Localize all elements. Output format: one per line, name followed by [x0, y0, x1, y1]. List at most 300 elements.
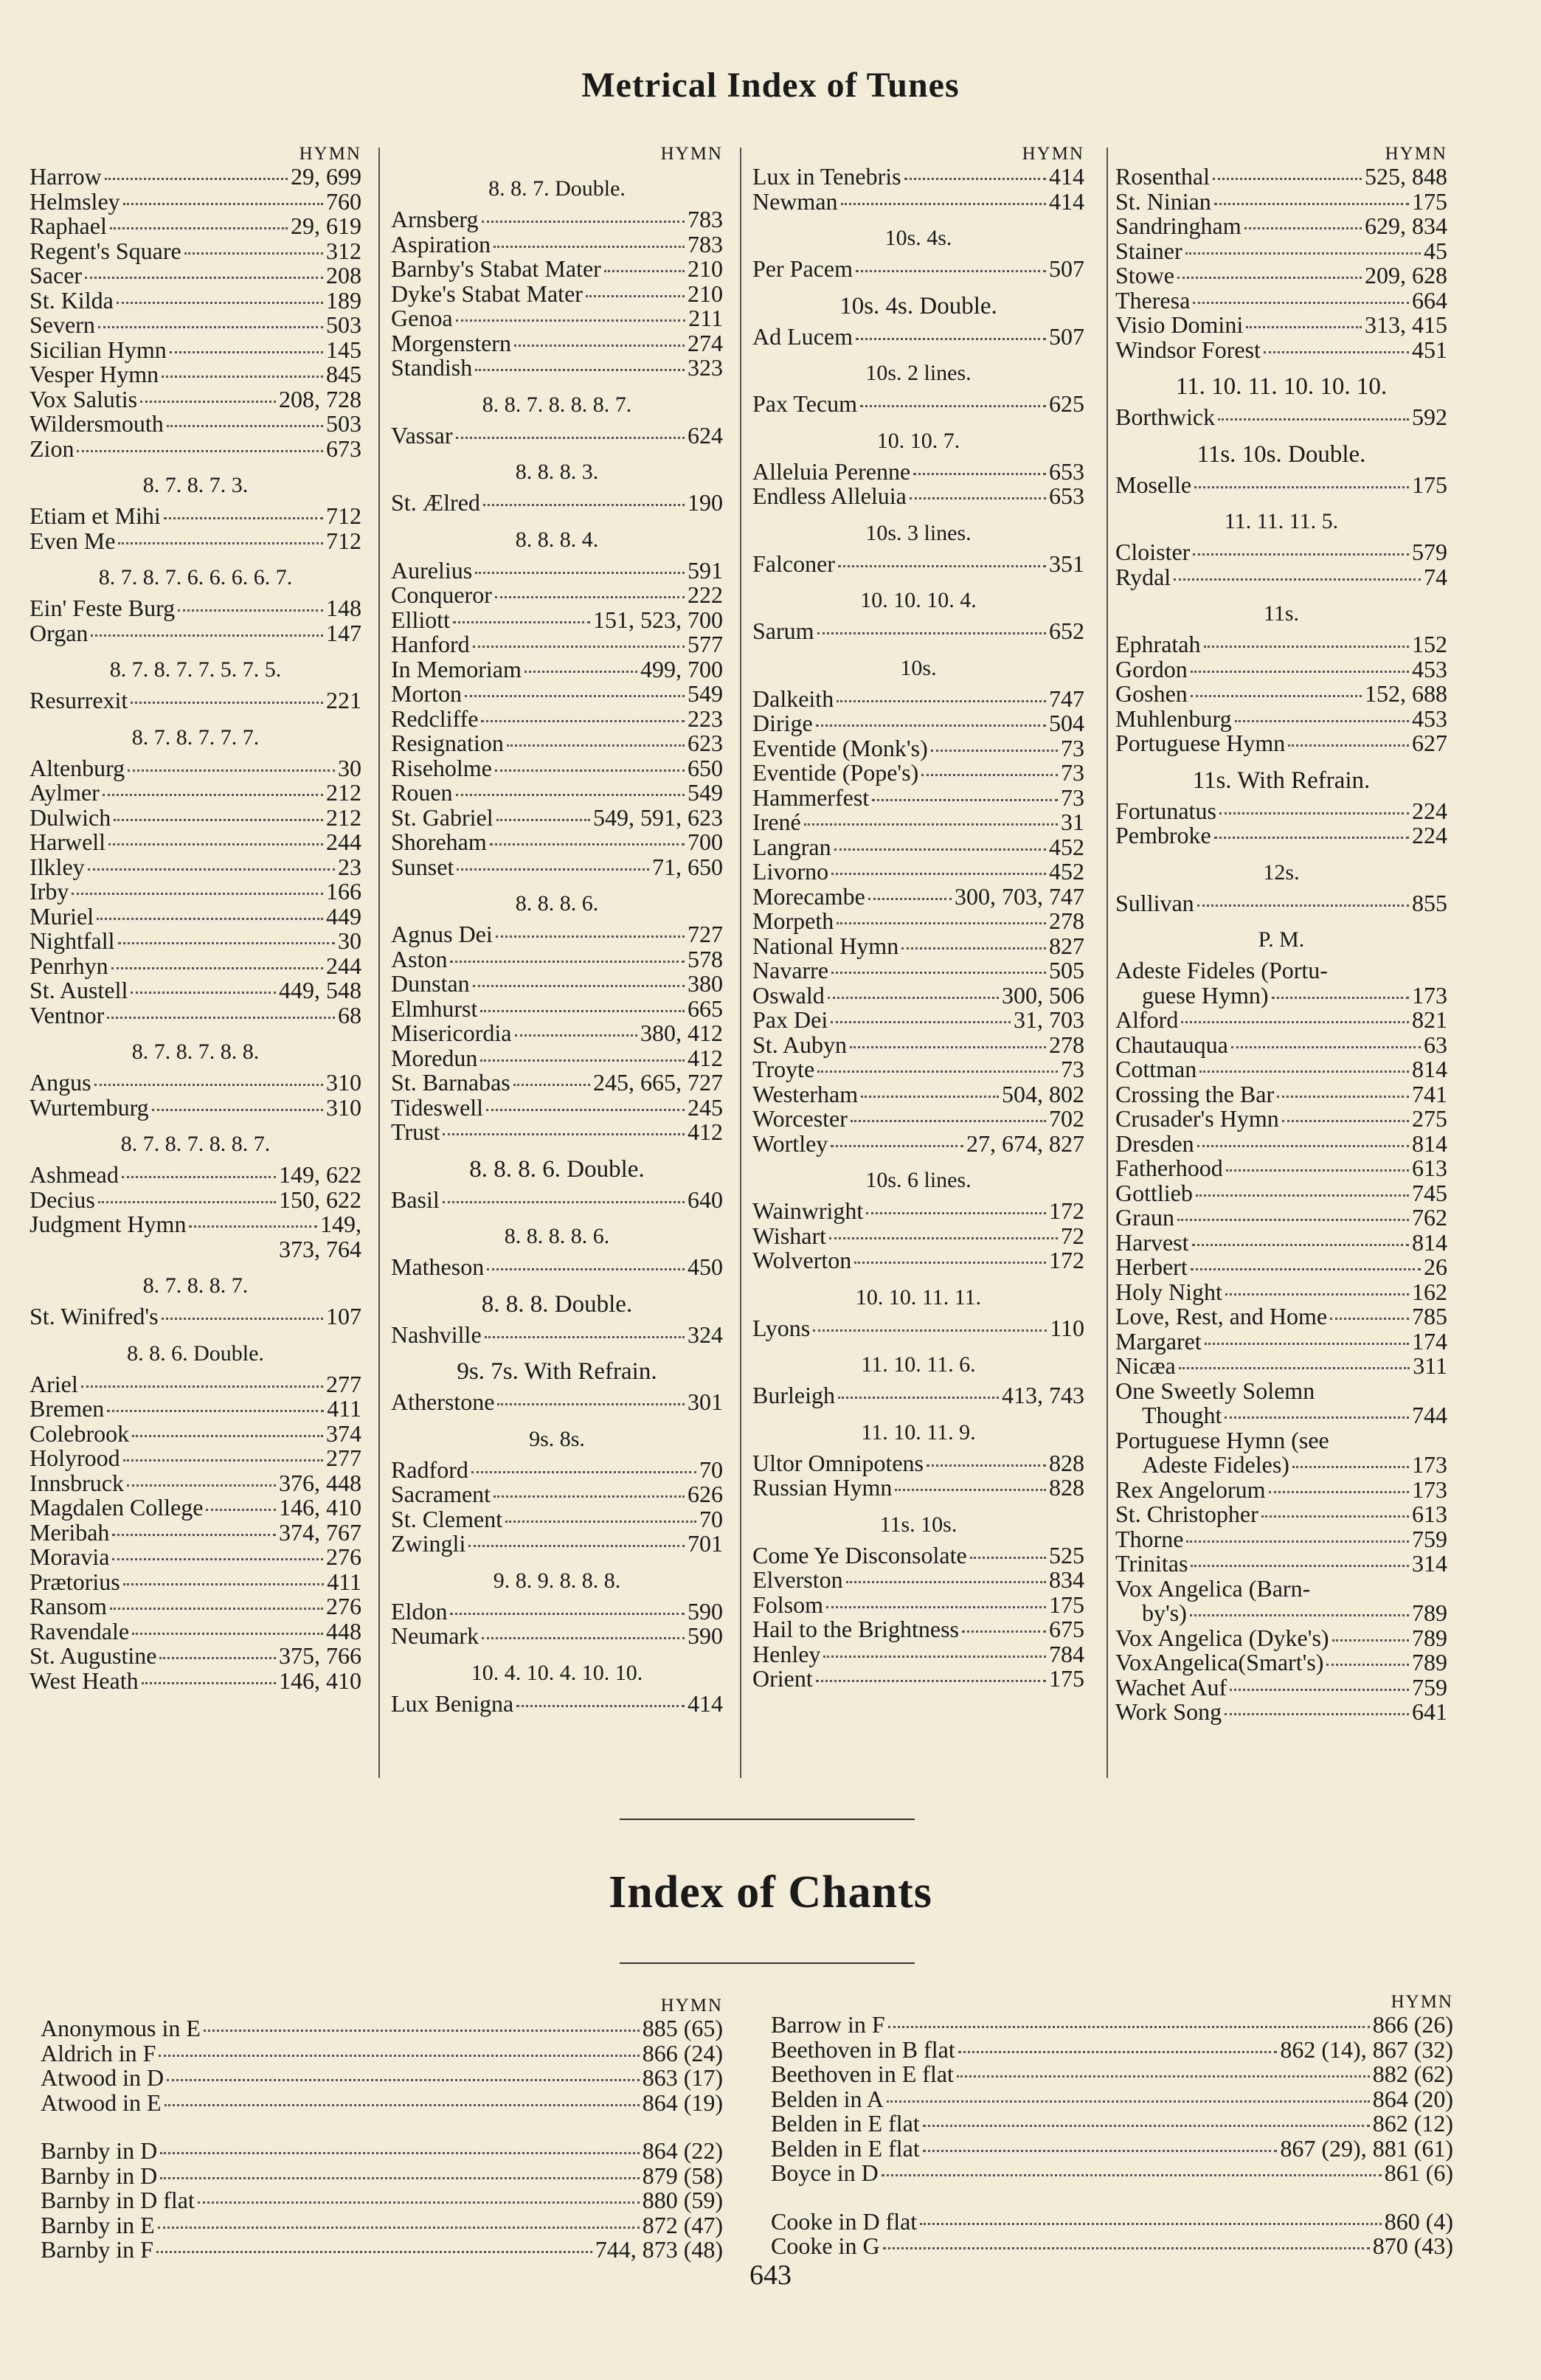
- index-entry: [1115, 214, 1447, 239]
- dot-leader: [1225, 1713, 1409, 1715]
- index-entry: [1115, 540, 1447, 565]
- dot-leader: [457, 868, 649, 871]
- chants-column-2: [771, 1992, 1453, 2283]
- index-entry: [1115, 288, 1447, 314]
- dot-leader: [114, 819, 323, 821]
- dot-leader: [465, 695, 685, 697]
- tune-name: Barnby in D: [41, 2162, 158, 2189]
- dot-leader: [895, 1489, 1046, 1491]
- hymn-number: 173: [1412, 1451, 1447, 1478]
- hymn-number: 376, 448: [279, 1469, 361, 1496]
- dot-leader: [453, 621, 590, 623]
- index-entry: [752, 257, 1084, 282]
- tune-name: Sullivan: [1115, 889, 1194, 916]
- hymn-number: 68: [338, 1001, 361, 1028]
- index-entry: [1115, 1107, 1447, 1132]
- index-entry: [1115, 263, 1447, 288]
- tune-name: Sandringham: [1115, 212, 1242, 239]
- tune-name: Chautauqua: [1115, 1031, 1228, 1058]
- tune-name: Resignation: [391, 730, 504, 756]
- tune-name: by's): [1142, 1599, 1187, 1626]
- index-entry: [1115, 682, 1447, 707]
- tune-name: Come Ye Disconsolate: [752, 1541, 967, 1568]
- index-entry: [752, 835, 1084, 860]
- hymn-number: 212: [326, 779, 361, 806]
- index-entry: [30, 688, 361, 713]
- index-entry: [391, 756, 723, 781]
- index-entry: [30, 1070, 361, 1096]
- dot-leader: [1226, 1169, 1409, 1172]
- dot-leader: [77, 450, 323, 452]
- hymn-number: 789: [1412, 1624, 1447, 1651]
- hymn-number: 507: [1049, 255, 1084, 282]
- dot-leader: [494, 1495, 685, 1498]
- index-entry: [771, 2035, 1453, 2063]
- dot-leader: [105, 178, 288, 180]
- dot-leader: [1190, 1614, 1409, 1616]
- dot-leader: [828, 997, 999, 999]
- column-divider: [378, 148, 380, 1778]
- dot-leader: [854, 1262, 1046, 1264]
- tune-name: Trinitas: [1115, 1550, 1188, 1577]
- index-entry: [30, 504, 361, 529]
- hymn-number: 413, 743: [1002, 1382, 1084, 1408]
- index-entry: [30, 165, 361, 190]
- dot-leader: [486, 1109, 685, 1111]
- hymn-number: 30: [338, 927, 361, 954]
- meter-heading: 10s. 6 lines.: [865, 1168, 972, 1192]
- dot-leader: [586, 295, 685, 297]
- index-entry: [752, 761, 1084, 786]
- tune-name: Endless Alleluia: [752, 482, 907, 509]
- dot-leader: [482, 1637, 685, 1639]
- tune-name: In Memoriam: [391, 655, 522, 682]
- tune-name: Judgment Hymn: [30, 1211, 187, 1237]
- tune-name: Adeste Fideles (Portu-: [1115, 957, 1328, 983]
- tune-name: Eventide (Monk's): [752, 734, 928, 761]
- index-entry: [752, 983, 1084, 1009]
- tune-name: St. Aubyn: [752, 1031, 848, 1058]
- tune-name: St. Ælred: [391, 489, 480, 516]
- index-entry: [752, 1568, 1084, 1593]
- dot-leader: [834, 848, 1046, 851]
- hymn-number: 789: [1412, 1649, 1447, 1675]
- tune-name: Aston: [391, 945, 448, 972]
- dot-leader: [1204, 646, 1410, 648]
- hymn-number: 653: [1049, 457, 1084, 485]
- dot-leader: [887, 2100, 1370, 2103]
- tune-name: Conqueror: [391, 581, 492, 608]
- tune-name: Raphael: [30, 212, 107, 239]
- tune-name: Russian Hymn: [752, 1474, 893, 1501]
- dot-leader: [107, 1017, 335, 1019]
- index-entry: [752, 1617, 1084, 1642]
- dot-leader: [495, 596, 685, 598]
- hymn-number: 864 (19): [642, 2089, 723, 2116]
- hymn-number: 45: [1424, 237, 1447, 264]
- dot-leader: [490, 843, 685, 845]
- tune-name: Crusader's Hymn: [1115, 1105, 1279, 1132]
- meter-heading: 8. 8. 8. 3.: [515, 460, 599, 484]
- hymn-number: 450: [688, 1253, 723, 1280]
- index-entry: [771, 2062, 1453, 2087]
- hymn-number: 866 (24): [642, 2039, 723, 2066]
- tune-name: Sarum: [752, 618, 814, 644]
- tune-name: Anonymous in E: [41, 2015, 201, 2041]
- hymn-number: 814: [1412, 1228, 1447, 1256]
- dot-leader: [1272, 997, 1409, 999]
- index-entry: [30, 1446, 361, 1471]
- hymn-number: 146, 410: [279, 1667, 361, 1694]
- dot-leader: [524, 671, 637, 673]
- dot-leader: [1282, 1120, 1409, 1122]
- tune-name: Meribah: [30, 1518, 110, 1546]
- tune-name: Atwood in E: [41, 2089, 162, 2116]
- dot-leader: [1197, 1145, 1409, 1147]
- meter-heading: 8. 8. 7. Double.: [488, 176, 626, 201]
- tune-name: Eldon: [391, 1597, 448, 1625]
- index-entry-continued: [1115, 958, 1447, 983]
- dot-leader: [110, 1608, 323, 1610]
- hymn-number: 373, 764: [279, 1235, 361, 1262]
- index-entry: [391, 207, 723, 232]
- metrical-index-title: Metrical Index of Tunes: [581, 66, 960, 105]
- tune-name: Windsor Forest: [1115, 336, 1261, 363]
- hymn-number: 783: [688, 206, 723, 232]
- tune-name: Muriel: [30, 902, 94, 930]
- hymn-number: 274: [688, 329, 723, 356]
- index-entry: [30, 1594, 361, 1619]
- tune-name: Livorno: [752, 858, 829, 885]
- dot-leader: [604, 270, 685, 272]
- dot-leader: [140, 401, 276, 403]
- dot-leader: [1231, 1046, 1421, 1048]
- hymn-number: 449: [326, 902, 361, 930]
- meter-heading: 8. 7. 8. 8. 7.: [142, 1273, 249, 1298]
- tune-name: Worcester: [752, 1105, 848, 1132]
- index-entry: [752, 1107, 1084, 1132]
- dot-leader: [837, 922, 1046, 924]
- tune-name: National Hymn: [752, 932, 899, 959]
- dot-leader: [1330, 1318, 1409, 1320]
- hymn-number: 175: [1412, 471, 1447, 498]
- tune-name: Atherstone: [391, 1388, 495, 1415]
- tune-name: Thought: [1142, 1402, 1222, 1428]
- tune-name: Rouen: [391, 779, 453, 806]
- tune-name: Gordon: [1115, 655, 1188, 682]
- hymn-number: 504, 802: [1002, 1080, 1084, 1107]
- dot-leader: [485, 1336, 685, 1338]
- dot-leader: [856, 338, 1046, 340]
- tune-name: Pax Tecum: [752, 390, 858, 417]
- index-entry: [391, 830, 723, 855]
- index-entry: [391, 657, 723, 682]
- hymn-number: 863 (17): [642, 2064, 723, 2091]
- tune-name: Ashmead: [30, 1161, 119, 1188]
- dot-leader: [142, 1682, 276, 1684]
- hymn-number: 744: [1412, 1402, 1447, 1428]
- hymn-number: 759: [1412, 1525, 1447, 1552]
- dot-leader: [204, 2030, 640, 2032]
- index-entry: [1115, 1255, 1447, 1280]
- hymn-number: 23: [338, 853, 361, 880]
- dot-leader: [495, 769, 685, 772]
- dot-leader: [837, 700, 1046, 702]
- hymn-number: 821: [1412, 1006, 1447, 1033]
- tune-name: Elliott: [391, 606, 450, 633]
- index-entry: [391, 491, 723, 516]
- tune-name: Harvest: [1115, 1228, 1189, 1256]
- dot-leader: [473, 985, 685, 987]
- hymn-number: 73: [1061, 759, 1084, 786]
- dot-leader: [112, 1534, 276, 1536]
- hymn-number: 72: [1061, 1222, 1084, 1249]
- meter-heading: 10s. 2 lines.: [865, 361, 972, 385]
- hymn-number: 762: [1412, 1204, 1447, 1231]
- index-entry: [30, 263, 361, 288]
- dot-leader: [160, 2152, 639, 2154]
- tune-name: Dresden: [1115, 1130, 1194, 1157]
- index-entry: [391, 1390, 723, 1415]
- hymn-number: 172: [1049, 1197, 1084, 1224]
- dot-leader: [1219, 812, 1409, 814]
- dot-leader: [1205, 1343, 1409, 1345]
- hymn-number: 29, 619: [291, 212, 361, 239]
- tune-name: St. Christopher: [1115, 1501, 1258, 1527]
- hymn-number: 879 (58): [642, 2162, 723, 2189]
- index-entry: [391, 731, 723, 756]
- index-entry: [1115, 1502, 1447, 1527]
- meter-heading: 8. 7. 8. 7. 8. 8. 7.: [120, 1132, 271, 1156]
- tune-name: Neumark: [391, 1622, 479, 1649]
- index-entry: [1115, 1527, 1447, 1552]
- index-entry: [752, 457, 1084, 485]
- index-entry: [30, 1304, 361, 1329]
- dot-leader: [152, 1109, 323, 1111]
- tune-name: Innsbruck: [30, 1469, 124, 1496]
- tune-name: Irby: [30, 878, 69, 904]
- dot-leader: [888, 2026, 1370, 2028]
- dot-leader: [107, 1410, 324, 1412]
- index-entry: [1115, 165, 1447, 190]
- dot-leader: [118, 542, 323, 544]
- dot-leader: [473, 646, 685, 648]
- tune-name: Dunstan: [391, 970, 470, 997]
- hymn-number: 785: [1412, 1303, 1447, 1329]
- tune-name: Moredun: [391, 1044, 478, 1071]
- tune-name: Fatherhood: [1115, 1155, 1223, 1181]
- tune-name: Alleluia Perenne: [752, 457, 911, 485]
- index-entry: [1115, 1478, 1447, 1503]
- hymn-number: 860 (4): [1384, 2207, 1453, 2235]
- dot-leader: [178, 609, 323, 612]
- dot-leader: [118, 942, 335, 944]
- dot-leader: [923, 2150, 1278, 2152]
- dot-leader: [1191, 1268, 1421, 1270]
- dot-leader: [160, 2177, 639, 2179]
- chants-index-title: Index of Chants: [609, 1867, 932, 1917]
- hymn-number: 452: [1049, 833, 1084, 860]
- hymn-number: 814: [1412, 1130, 1447, 1157]
- hymn-number: 885 (65): [642, 2015, 723, 2041]
- index-entry: [1115, 823, 1447, 848]
- tune-name: Wachet Auf: [1115, 1673, 1227, 1701]
- hymn-number: 507: [1049, 322, 1084, 350]
- index-entry: [1115, 239, 1447, 264]
- index-entry: [752, 1199, 1084, 1224]
- hymn-number: 627: [1412, 730, 1447, 756]
- index-entry: [752, 687, 1084, 712]
- dot-leader: [817, 1070, 1058, 1073]
- index-entry: [1115, 1280, 1447, 1305]
- tune-name: Radford: [391, 1456, 468, 1483]
- index-column-1: [30, 144, 361, 1693]
- tune-name: Ravendale: [30, 1617, 130, 1644]
- tune-name: St. Kilda: [30, 286, 114, 314]
- dot-leader: [838, 565, 1046, 567]
- index-entry: [752, 1593, 1084, 1618]
- index-entry: [1115, 1453, 1447, 1478]
- index-entry: [752, 552, 1084, 577]
- hymn-number: 175: [1412, 187, 1447, 215]
- index-entry: [752, 1057, 1084, 1082]
- index-entry: [752, 1383, 1084, 1408]
- hymn-number: 503: [326, 311, 361, 338]
- index-entry: [752, 783, 1084, 811]
- dot-leader: [1332, 1639, 1409, 1642]
- index-entry: [30, 1471, 361, 1496]
- tune-name: Tideswell: [391, 1093, 484, 1121]
- index-entry: [391, 257, 723, 282]
- dot-leader: [123, 1583, 325, 1585]
- index-entry: [391, 1188, 723, 1213]
- dot-leader: [198, 2201, 640, 2204]
- dot-leader: [164, 517, 323, 519]
- tune-name: Etiam et Mihi: [30, 502, 161, 529]
- dot-leader: [1191, 671, 1409, 673]
- tune-name: Decius: [30, 1186, 95, 1213]
- tune-name: Morgenstern: [391, 329, 511, 356]
- tune-name: St. Winifred's: [30, 1303, 159, 1329]
- hymn-number: 222: [688, 581, 723, 608]
- dot-leader: [1179, 1367, 1410, 1369]
- index-entry: [30, 412, 361, 437]
- index-entry: [391, 583, 723, 608]
- dot-leader: [1193, 302, 1409, 304]
- hymn-number: 503: [326, 410, 361, 437]
- meter-heading: 9. 8. 9. 8. 8. 8.: [493, 1568, 621, 1593]
- hymn-number: 150, 622: [279, 1186, 361, 1213]
- index-entry: [1115, 1552, 1447, 1577]
- tune-name: Folsom: [752, 1591, 824, 1618]
- dot-leader: [1213, 178, 1362, 180]
- tune-name: Hail to the Brightness: [752, 1616, 959, 1642]
- tune-name: Dalkeith: [752, 685, 834, 712]
- index-entry: [752, 1476, 1084, 1501]
- tune-name: St. Clement: [391, 1505, 503, 1532]
- index-entry: [1115, 1329, 1447, 1355]
- index-entry: [391, 608, 723, 633]
- chant-group: [41, 2139, 723, 2263]
- dot-leader: [487, 1268, 685, 1270]
- tune-name: Colebrook: [30, 1419, 130, 1447]
- index-entry: [752, 484, 1084, 509]
- hymn-number: 152, 688: [1365, 680, 1447, 707]
- dot-leader: [860, 405, 1046, 407]
- hymn-number: 310: [326, 1093, 361, 1121]
- dot-leader: [1186, 1540, 1409, 1543]
- hymn-number: 29, 699: [291, 163, 361, 190]
- tune-name: Angus: [30, 1069, 91, 1096]
- index-entry: [1115, 1601, 1447, 1626]
- tune-name: Arnsberg: [391, 206, 479, 232]
- index-entry: [752, 1667, 1084, 1692]
- index-entry: [391, 632, 723, 657]
- hymn-number: 70: [699, 1456, 723, 1483]
- hymn-number: 579: [1412, 539, 1447, 565]
- index-column-3: [752, 144, 1084, 1692]
- dot-leader: [103, 794, 323, 796]
- index-entry: [771, 2234, 1453, 2259]
- dot-leader: [851, 1120, 1046, 1122]
- hymn-number: 745: [1412, 1179, 1447, 1206]
- dot-leader: [1177, 277, 1362, 279]
- tune-name: Zion: [30, 435, 75, 462]
- hymn-number: 209, 628: [1365, 262, 1447, 288]
- tune-name: Rydal: [1115, 563, 1171, 590]
- hymn-number: 174: [1412, 1327, 1447, 1355]
- index-entry-continuation: [30, 1237, 361, 1262]
- index-entry: [752, 859, 1084, 885]
- hymn-number: 300, 703, 747: [955, 882, 1084, 910]
- tune-name: Harrow: [30, 163, 102, 190]
- dot-leader: [132, 1435, 323, 1437]
- hymn-number: 27, 674, 827: [966, 1130, 1084, 1157]
- index-entry: [1115, 1008, 1447, 1033]
- hymn-number: 148: [326, 595, 361, 621]
- index-entry: [30, 387, 361, 412]
- meter-heading: 8. 7. 8. 7. 7. 5. 7. 5.: [109, 657, 282, 682]
- hymn-number: 414: [1049, 187, 1084, 215]
- index-entry: [30, 1093, 361, 1121]
- tune-name: Penrhyn: [30, 952, 108, 979]
- index-entry: [30, 830, 361, 855]
- meter-heading: 10s. 4s. Double.: [839, 292, 997, 319]
- tune-name: Organ: [30, 619, 89, 646]
- hymn-number: 834: [1049, 1566, 1084, 1593]
- hymn-number: 375, 766: [279, 1642, 361, 1669]
- tune-name: Cooke in D flat: [771, 2207, 918, 2235]
- index-entry: [1115, 1403, 1447, 1428]
- dot-leader: [170, 351, 323, 353]
- hymn-number: 845: [326, 361, 361, 387]
- index-entry: [30, 879, 361, 904]
- tune-name: Belden in A: [771, 2085, 884, 2112]
- tune-name: Work Song: [1115, 1698, 1222, 1725]
- dot-leader: [72, 893, 323, 895]
- index-entry: [752, 810, 1084, 835]
- tune-name: Beethoven in B flat: [771, 2035, 955, 2063]
- tune-name: Beethoven in E flat: [771, 2061, 954, 2087]
- hymn-number: 74: [1424, 563, 1447, 590]
- meter-heading: 11. 10. 11. 9.: [861, 1419, 976, 1445]
- hymn-number: 151, 523, 700: [593, 606, 723, 633]
- dot-leader: [1230, 1689, 1409, 1691]
- hymn-number: 590: [688, 1622, 723, 1649]
- dot-leader: [117, 302, 323, 304]
- hymn-number: 30: [338, 754, 361, 781]
- tune-name: Thorne: [1115, 1525, 1184, 1552]
